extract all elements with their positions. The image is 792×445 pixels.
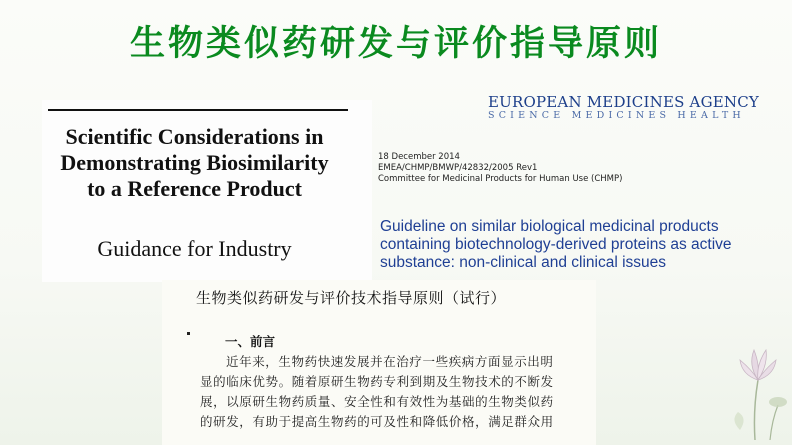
ema-logo-tagline: SCIENCE MEDICINES HEALTH — [488, 110, 745, 121]
cn-body-line-3: 展，以原研生物药质量、安全性和有效性为基础的生物类似药 — [200, 394, 554, 409]
fda-guidance-title — [42, 124, 347, 202]
bullet-dot — [187, 332, 190, 335]
ema-date: 18 December 2014 — [378, 152, 460, 162]
ema-logo: EUROPEAN MEDICINES AGENCY — [488, 93, 760, 111]
ema-guideline-line-2: containing biotechnology-derived proteins as active — [380, 236, 732, 253]
ema-guideline-title — [380, 218, 780, 272]
ema-doc-meta — [378, 152, 622, 185]
ema-committee: Committee for Medicinal Products for Human Use (CHMP) — [378, 174, 623, 184]
fda-title-line-2: Demonstrating Biosimilarity — [60, 150, 329, 175]
ema-guideline-line-1: Guideline on similar biological medicinal products — [380, 218, 719, 235]
slide-title: 生物类似药研发与评价指导原则 — [129, 23, 662, 64]
cn-body-line-1: 近年来，生物药快速发展并在治疗一些疾病方面显示出明 — [226, 354, 554, 369]
fda-guidance-subtitle: Guidance for Industry — [97, 236, 292, 261]
lotus-decoration-icon — [720, 320, 790, 440]
fda-top-rule — [48, 109, 348, 111]
cn-body-line-2: 显的临床优势。随着原研生物药专利到期及生物技术的不断发 — [200, 374, 554, 389]
fda-title-line-3: to a Reference Product — [87, 176, 302, 201]
cn-guideline-body — [200, 352, 580, 432]
fda-title-line-1: Scientific Considerations in — [65, 124, 324, 149]
cn-body-line-4: 的研发，有助于提高生物药的可及性和降低价格，满足群众用 — [200, 414, 554, 429]
ema-reference: EMEA/CHMP/BMWP/42832/2005 Rev1 — [378, 163, 538, 173]
cn-guideline-title: 生物类似药研发与评价技术指导原则（试行） — [196, 289, 507, 307]
ema-guideline-line-3: substance: non-clinical and clinical issues — [380, 254, 667, 271]
cn-section-heading: 一、前言 — [225, 334, 276, 349]
